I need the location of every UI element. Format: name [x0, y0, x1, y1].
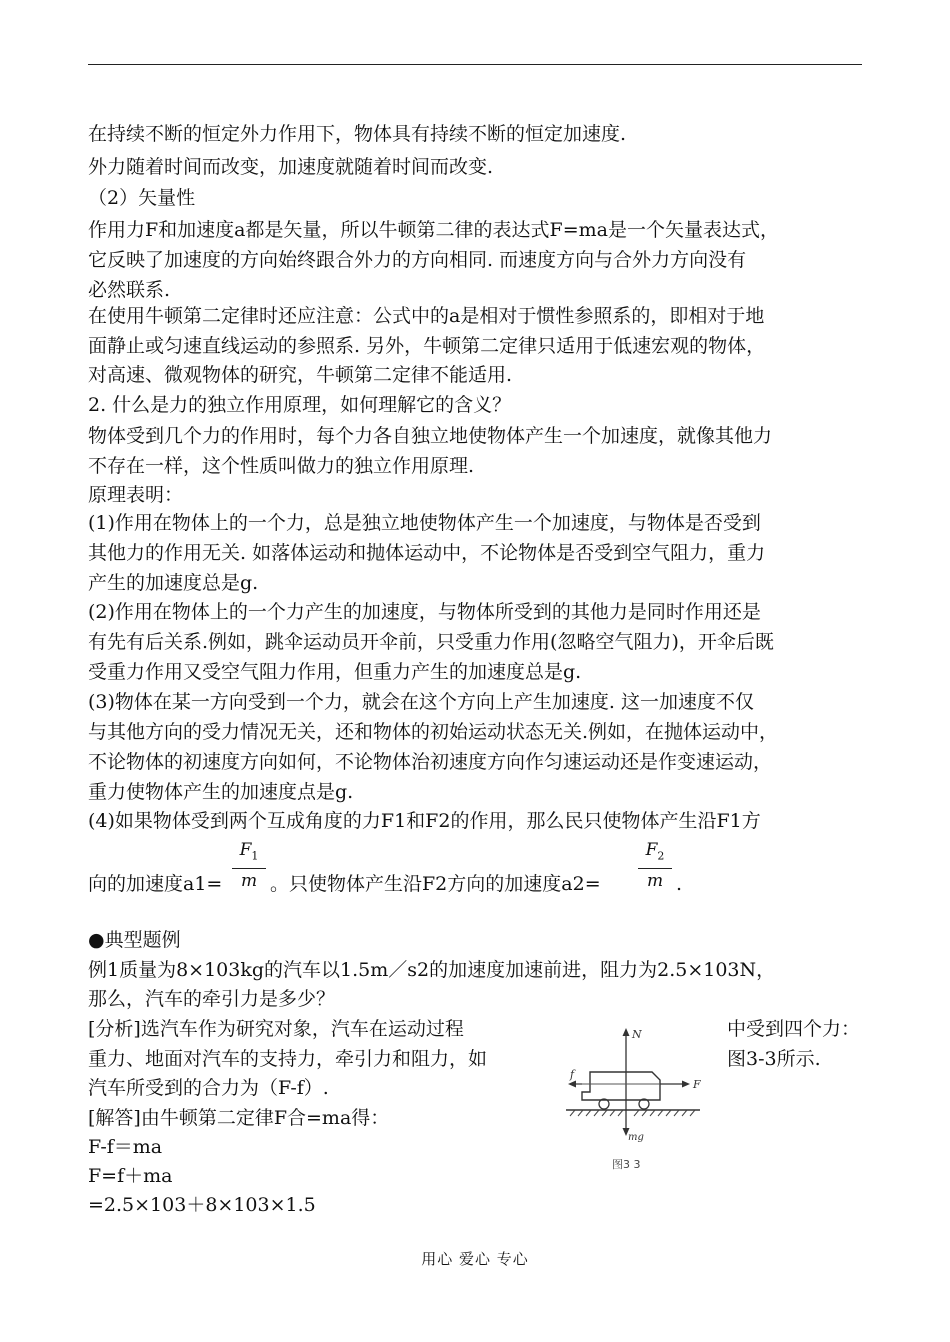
driving-force-arrowhead — [682, 1081, 690, 1088]
analysis-right-1: 中受到四个力： — [727, 1018, 861, 1040]
example-line: 那么，汽车的牵引力是多少？ — [88, 988, 336, 1010]
text-line: 有先有后关系.例如，跳伞运动员开伞前，只受重力作用(忽略空气阻力)，开伞后既 — [88, 631, 774, 653]
text-line: 作用力F和加速度a都是矢量，所以牛顿第二律的表达式F=ma是一个矢量表达式， — [88, 219, 779, 241]
analysis-right-2: 图3-3所示. — [727, 1048, 821, 1070]
fraction-numerator: F — [645, 840, 658, 860]
text-line: (1)作用在物体上的一个力，总是独立地使物体产生一个加速度，与物体是否受到 — [88, 512, 761, 534]
ground-hatching — [570, 1110, 695, 1116]
force-diagram-figure — [560, 1018, 730, 1180]
formula-text-3: . — [676, 873, 683, 895]
normal-force-arrowhead — [623, 1028, 630, 1036]
text-line: 不论物体的初速度方向如何，不论物体治初速度方向作匀速运动还是作变速运动， — [88, 751, 773, 773]
text-line: (2)作用在物体上的一个力产生的加速度，与物体所受到的其他力是同时作用还是 — [88, 601, 761, 623]
text-line: 其他力的作用无关. 如落体运动和抛体运动中，不论物体是否受到空气阻力，重力 — [88, 542, 766, 564]
figure-caption: 图3 3 — [612, 1158, 641, 1171]
text-line: 受重力作用又受空气阻力作用，但重力产生的加速度总是g. — [88, 661, 582, 683]
text-line: 面静止或匀速直线运动的参照系. 另外，牛顿第二定律只适用于低速宏观的物体， — [88, 335, 766, 357]
text-line: 在使用牛顿第二定律时还应注意：公式中的a是相对于惯性参照系的，即相对于地 — [88, 305, 765, 327]
formula-text-2: 。只使物体产生沿F2方向的加速度a2= — [270, 873, 601, 895]
text-line: 外力随着时间而改变，加速度就随着时间而改变. — [88, 156, 494, 178]
analysis-left-2: 重力、地面对汽车的支持力，牵引力和阻力，如 — [88, 1048, 488, 1070]
header-rule — [88, 64, 862, 65]
example-line: 例1质量为8×103kg的汽车以1.5m／s2的加速度加速前进，阻力为2.5×103N， — [88, 959, 776, 981]
fraction-f2-over-m — [638, 840, 672, 891]
car-body — [582, 1072, 660, 1100]
text-line: 重力使物体产生的加速度点是g. — [88, 781, 354, 803]
label-mg: mg — [628, 1132, 644, 1143]
text-line: 物体受到几个力的作用时，每个力各自独立地使物体产生一个加速度，就像其他力 — [88, 425, 773, 447]
fraction-denominator: m — [240, 871, 258, 892]
fraction-f1-over-m — [232, 840, 266, 891]
page-footer: 用心 爱心 专心 — [421, 1250, 529, 1268]
text-line: 不存在一样，这个性质叫做力的独立作用原理. — [88, 455, 475, 477]
text-line: (3)物体在某一方向受到一个力，就会在这个方向上产生加速度. 这一加速度不仅 — [88, 691, 754, 713]
label-f: f — [570, 1068, 575, 1081]
section-heading: ●典型题例 — [88, 929, 181, 951]
solution-line: F-f＝ma — [88, 1136, 163, 1158]
solution-line: [解答]由牛顿第二定律F合=ma得： — [88, 1107, 390, 1129]
text-line: 与其他方向的受力情况无关，还和物体的初始运动状态无关.例如，在抛体运动中， — [88, 721, 779, 743]
analysis-line-3: 汽车所受到的合力为（F-f）. — [88, 1077, 329, 1099]
text-line: 原理表明： — [88, 484, 184, 506]
text-line: (4)如果物体受到两个互成角度的力F1和F2的作用，那么民只使物体产生沿F1方 — [88, 810, 761, 832]
text-line: 对高速、微观物体的研究，牛顿第二定律不能适用. — [88, 364, 513, 386]
fraction-subscript: 2 — [657, 849, 665, 863]
fraction-denominator: m — [646, 871, 664, 892]
label-n: N — [632, 1028, 642, 1041]
analysis-left-1: [分析]选汽车作为研究对象，汽车在运动过程 — [88, 1018, 464, 1040]
text-line: （2）矢量性 — [88, 187, 196, 209]
text-line: 2. 什么是力的独立作用原理，如何理解它的含义？ — [88, 394, 512, 416]
fraction-subscript: 1 — [251, 849, 259, 863]
solution-line: =2.5×103＋8×103×1.5 — [88, 1194, 316, 1216]
text-line: 它反映了加速度的方向始终跟合外力的方向相同. 而速度方向与合外力方向没有 — [88, 249, 747, 271]
solution-line: F=f＋ma — [88, 1165, 173, 1187]
label-big-f: F — [693, 1078, 701, 1091]
formula-text-1: 向的加速度a1= — [88, 873, 223, 895]
fraction-numerator: F — [239, 840, 252, 860]
text-line: 必然联系. — [88, 279, 171, 301]
text-line: 产生的加速度总是g. — [88, 572, 259, 594]
text-line: 在持续不断的恒定外力作用下，物体具有持续不断的恒定加速度. — [88, 123, 627, 145]
